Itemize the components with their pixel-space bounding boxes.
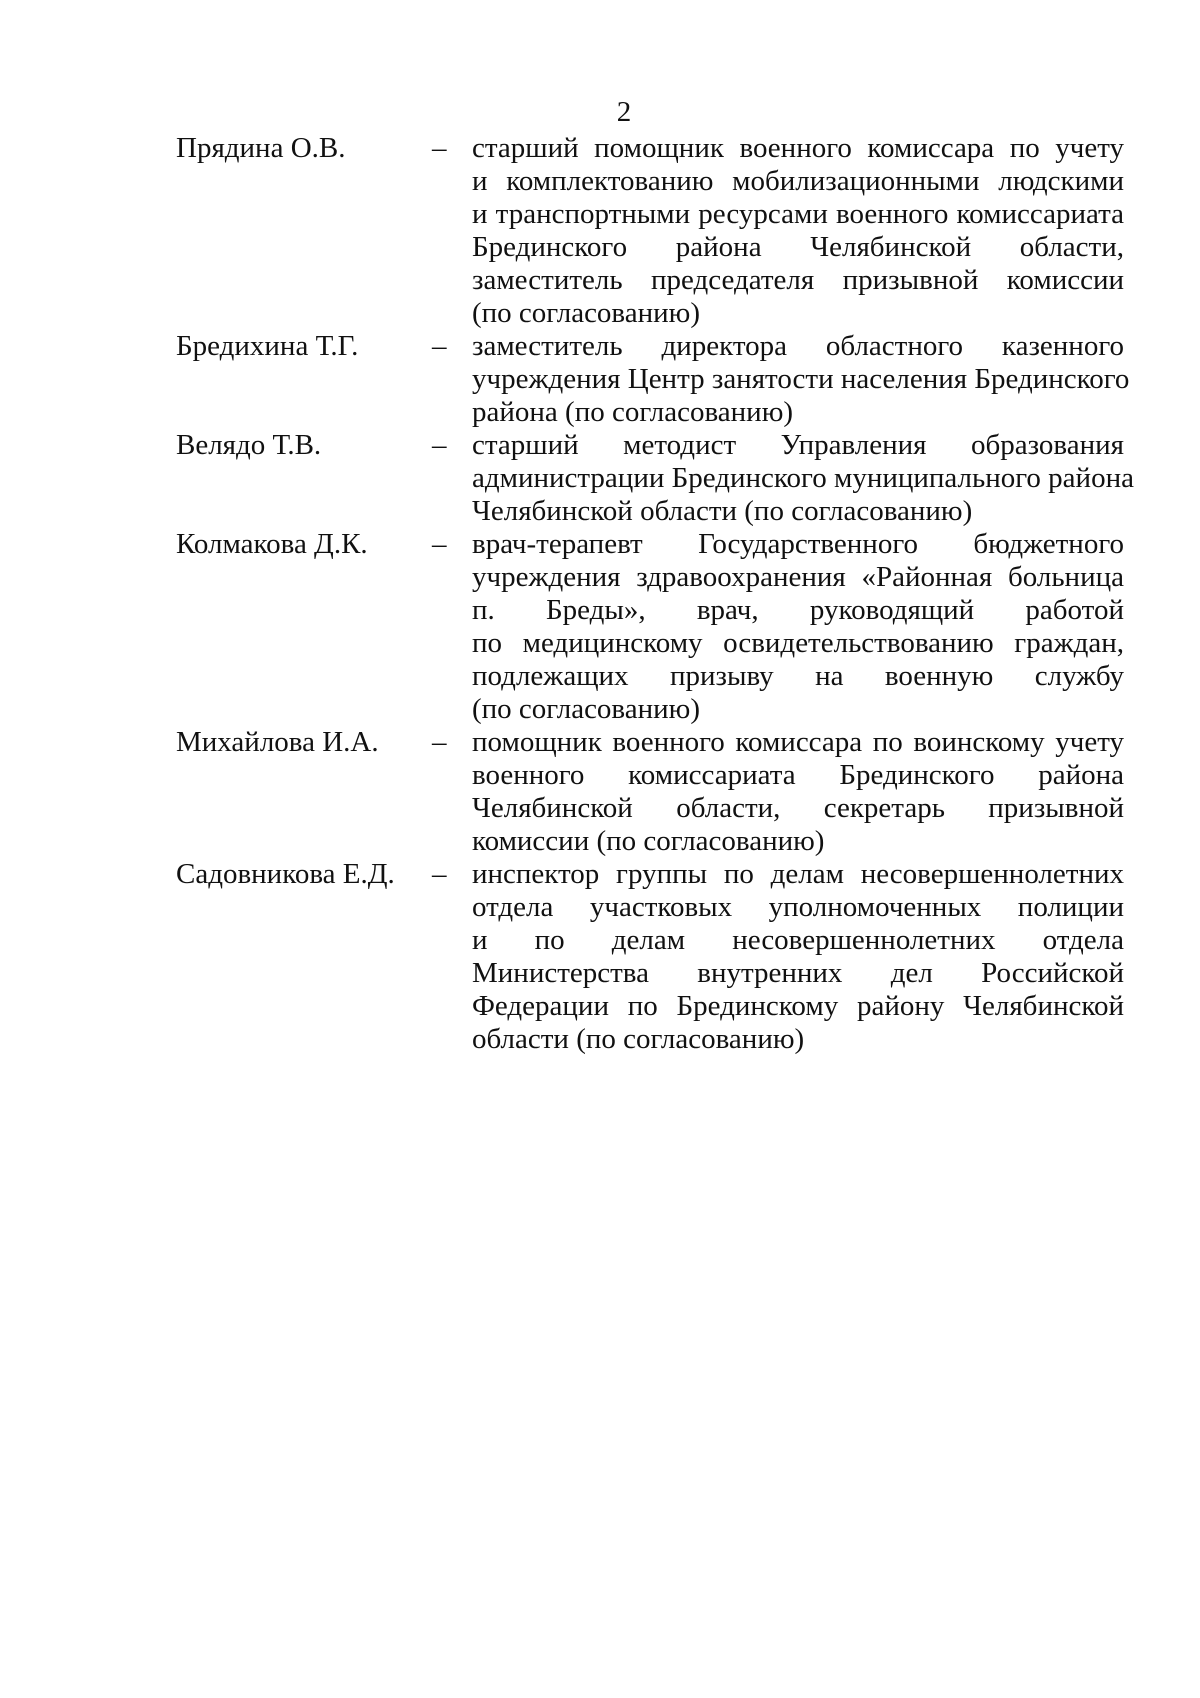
position-line: (по согласованию) xyxy=(472,693,700,725)
member-name: Велядо Т.В. xyxy=(176,429,322,461)
position-line: района (по согласованию) xyxy=(472,396,794,428)
member-position xyxy=(472,330,1130,429)
position-line: области (по согласованию) xyxy=(472,1023,805,1055)
position-line: инспектор группы по делам несовершеннолетних xyxy=(472,858,1124,890)
position-line: подлежащих призыву на военную службу xyxy=(472,660,1124,692)
dash-separator: – xyxy=(432,858,447,890)
position-line: старший помощник военного комиссара по учету xyxy=(472,132,1124,164)
member-name: Колмакова Д.К. xyxy=(176,528,368,560)
member-name: Садовникова Е.Д. xyxy=(176,858,395,890)
member-name: Бредихина Т.Г. xyxy=(176,330,359,362)
position-line: и по делам несовершеннолетних отдела xyxy=(472,924,1124,956)
position-line: и транспортными ресурсами военного комиссариата xyxy=(472,198,1124,230)
member-name: Михайлова И.А. xyxy=(176,726,379,758)
member-entry xyxy=(176,858,1124,1056)
member-position xyxy=(472,726,1124,858)
dash-separator: – xyxy=(432,330,447,362)
member-position xyxy=(472,528,1124,726)
position-line: учреждения здравоохранения «Районная больница xyxy=(472,561,1124,593)
dash-separator: – xyxy=(432,528,447,560)
member-entry xyxy=(176,429,1134,528)
member-position xyxy=(472,132,1124,330)
member-name: Прядина О.В. xyxy=(176,132,346,164)
position-line: администрации Брединского муниципального района xyxy=(472,462,1134,494)
position-line: отдела участковых уполномоченных полиции xyxy=(472,891,1124,923)
dash-separator: – xyxy=(432,726,447,758)
position-line: по медицинскому освидетельствованию граждан, xyxy=(472,627,1124,659)
position-line: заместитель директора областного казенного xyxy=(472,330,1124,362)
position-line: и комплектованию мобилизационными людскими xyxy=(472,165,1124,197)
position-line: старший методист Управления образования xyxy=(472,429,1124,461)
position-line: Челябинской области, секретарь призывной xyxy=(472,792,1124,824)
position-line: заместитель председателя призывной комиссии xyxy=(472,264,1124,296)
member-entry xyxy=(176,528,1124,726)
position-line: учреждения Центр занятости населения Брединского xyxy=(472,363,1130,395)
dash-separator: – xyxy=(432,132,447,164)
position-line: (по согласованию) xyxy=(472,297,700,329)
position-line: п. Бреды», врач, руководящий работой xyxy=(472,594,1124,626)
page-number: 2 xyxy=(616,96,632,128)
member-position xyxy=(472,429,1134,528)
position-line: Брединского района Челябинской области, xyxy=(472,231,1124,263)
member-entry xyxy=(176,132,1124,330)
member-entry xyxy=(176,330,1130,429)
dash-separator: – xyxy=(432,429,447,461)
position-line: Министерства внутренних дел Российской xyxy=(472,957,1124,989)
member-entry xyxy=(176,726,1124,858)
position-line: комиссии (по согласованию) xyxy=(472,825,825,857)
position-line: военного комиссариата Брединского района xyxy=(472,759,1124,791)
position-line: врач-терапевт Государственного бюджетного xyxy=(472,528,1124,560)
position-line: Федерации по Брединскому району Челябинской xyxy=(472,990,1124,1022)
member-position xyxy=(472,858,1124,1056)
commission-members-list xyxy=(176,132,1134,1056)
position-line: Челябинской области (по согласованию) xyxy=(472,495,973,527)
position-line: помощник военного комиссара по воинскому учету xyxy=(472,726,1124,758)
